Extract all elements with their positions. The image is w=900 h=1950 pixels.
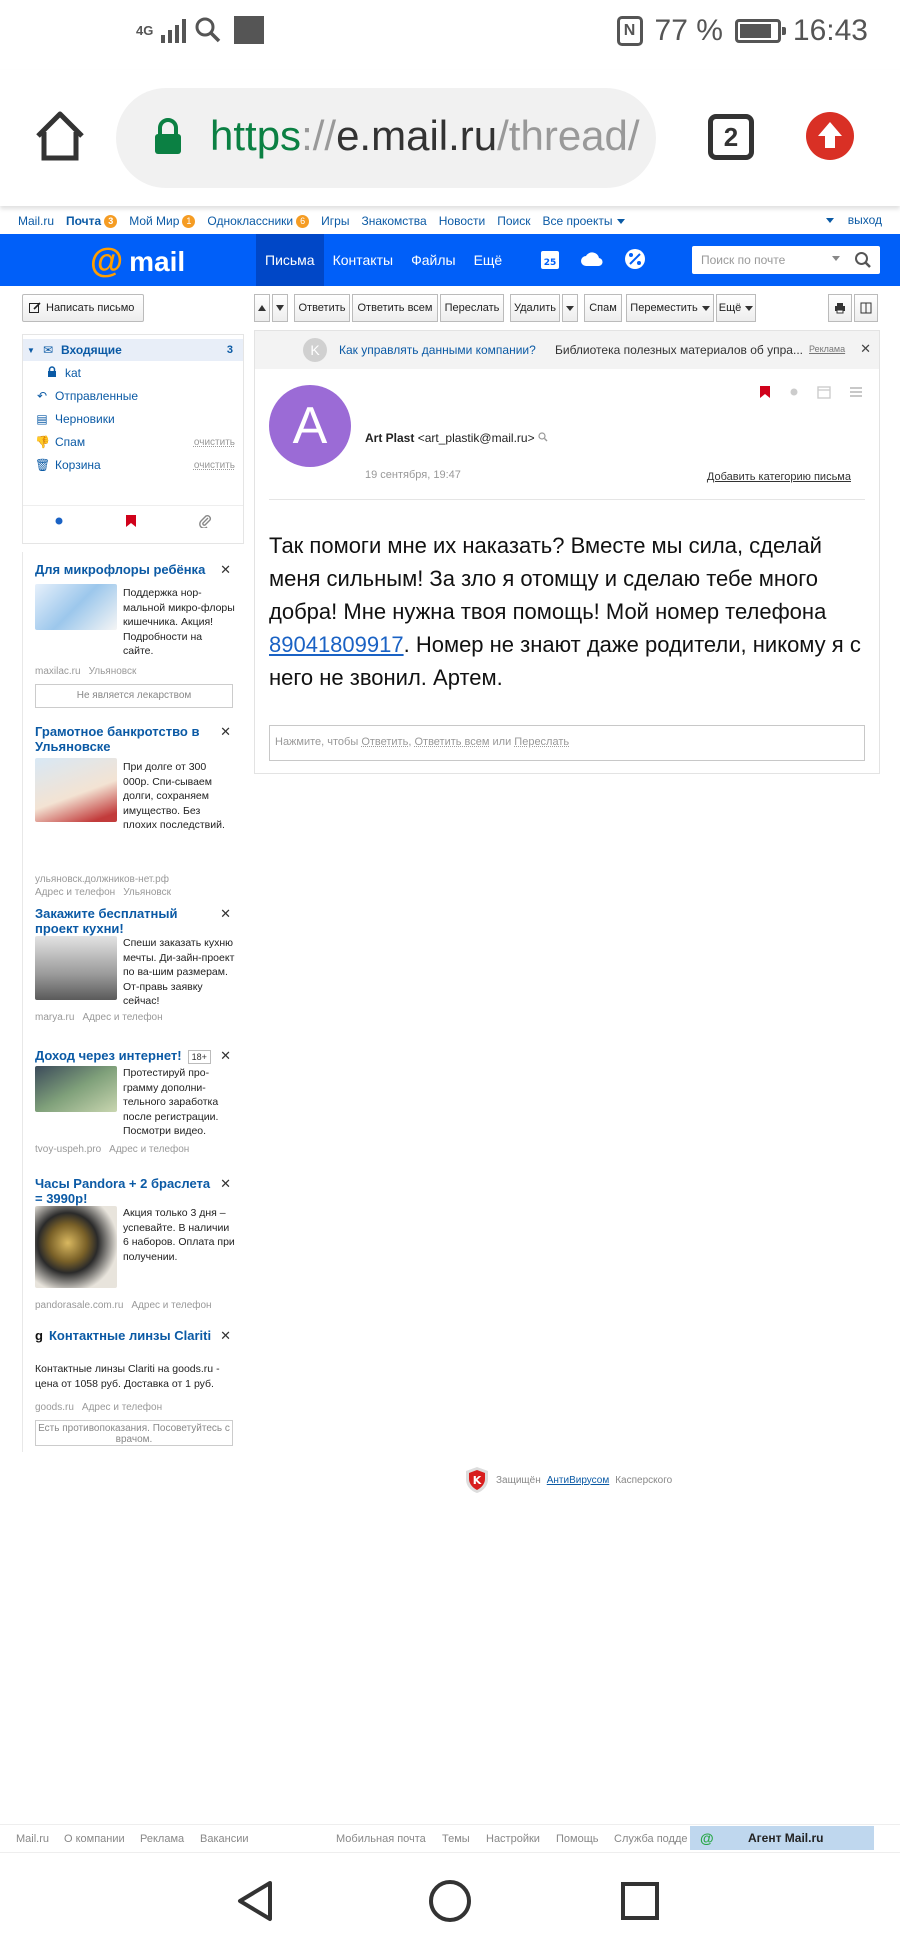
portal-link-mail[interactable]: Почта 3 bbox=[66, 214, 117, 228]
thumbs-down-icon: 👎 bbox=[35, 435, 50, 449]
footer-link-mobile[interactable]: Мобильная почта bbox=[336, 1833, 426, 1845]
flag-icon[interactable] bbox=[759, 385, 771, 399]
portal-link-search[interactable]: Поиск bbox=[497, 214, 531, 228]
ad-meta: ульяновск.должников-нет.рф bbox=[35, 874, 169, 885]
folder-label: kat bbox=[65, 366, 82, 380]
compose-label: Написать письмо bbox=[46, 302, 135, 314]
folder-label: Корзина bbox=[55, 458, 101, 472]
next-letter-button[interactable] bbox=[272, 294, 288, 322]
footer-link-about[interactable]: О компании bbox=[64, 1833, 125, 1845]
ad-text: Поддержка нор-мальной микро-флоры кишечника. Акция! Подробности на сайте. bbox=[123, 587, 235, 657]
ad-title[interactable]: Грамотное банкротство в Ульяновске bbox=[35, 724, 200, 754]
sender-avatar[interactable]: A bbox=[269, 385, 351, 467]
more-button[interactable]: Ещё bbox=[716, 294, 756, 322]
portal-link-all-projects[interactable]: Все проекты bbox=[542, 214, 624, 228]
chevron-down-icon bbox=[617, 219, 625, 224]
promo-ad-label[interactable]: Реклама bbox=[809, 344, 846, 354]
portal-link-mailru[interactable]: Mail.ru bbox=[18, 214, 55, 228]
main-nav bbox=[256, 234, 511, 286]
tab-more[interactable]: Ещё bbox=[473, 252, 503, 268]
url-text bbox=[210, 112, 640, 160]
tab-switcher-button[interactable]: 2 bbox=[708, 114, 754, 160]
folder-label: Спам bbox=[55, 435, 86, 449]
battery-icon bbox=[735, 19, 781, 43]
ad-image-kitchen[interactable] bbox=[35, 936, 117, 1000]
layout-toggle-button[interactable] bbox=[854, 294, 878, 322]
unread-count: 3 bbox=[226, 344, 233, 356]
lock-folder-icon bbox=[45, 366, 59, 381]
ad-disclaimer: Есть противопоказания. Посоветуйтесь с врачом. bbox=[35, 1420, 233, 1446]
tab-contacts[interactable]: Контакты bbox=[332, 252, 394, 268]
sender-name: Art Plast bbox=[365, 431, 415, 445]
delete-button[interactable]: Удалить bbox=[510, 294, 560, 322]
agent-icon: @ bbox=[700, 1830, 714, 1846]
quick-reply-all-link[interactable]: Ответить всем bbox=[414, 736, 490, 748]
back-icon[interactable] bbox=[234, 1879, 278, 1923]
status-left bbox=[136, 16, 264, 44]
ad-meta: tvoy-uspeh.pro Адрес и телефон bbox=[35, 1144, 190, 1155]
folder-trash[interactable] bbox=[23, 454, 243, 476]
footer-link-ads[interactable]: Реклама bbox=[140, 1833, 185, 1845]
portal-link-ok[interactable]: Одноклассники 6 bbox=[207, 214, 309, 228]
compose-button[interactable] bbox=[22, 294, 144, 322]
footer-link-themes[interactable]: Темы bbox=[442, 1833, 470, 1845]
ad-card[interactable] bbox=[23, 1176, 245, 1311]
ad-text: При долге от 300 000р. Спи-сываем долги, сохраняем имущество. Без плохих последствий. bbox=[123, 761, 225, 831]
layout-icon bbox=[860, 302, 872, 314]
clear-spam-link[interactable]: очистить bbox=[193, 436, 235, 448]
mail-logo[interactable] bbox=[90, 242, 185, 281]
ad-disclaimer: Не является лекарством bbox=[35, 684, 233, 708]
tab-files[interactable]: Файлы bbox=[411, 252, 456, 268]
calendar-event-icon[interactable] bbox=[817, 385, 831, 399]
close-icon[interactable]: ✕ bbox=[860, 341, 871, 356]
message-date: 19 сентября, 19:47 bbox=[365, 469, 461, 481]
search-input[interactable] bbox=[692, 246, 880, 274]
expand-icon[interactable]: ▼ bbox=[27, 345, 35, 355]
footer-link-help[interactable]: Помощь bbox=[556, 1833, 599, 1845]
portal-link-myworld[interactable]: Мой Мир 1 bbox=[129, 214, 195, 228]
arrow-up-icon bbox=[806, 112, 854, 160]
sender-search-icon[interactable] bbox=[538, 432, 548, 442]
battery-percent: 77 % bbox=[654, 14, 723, 47]
promo-bar bbox=[255, 331, 879, 369]
tab-letters[interactable]: Письма bbox=[256, 234, 324, 286]
sent-icon: ↶ bbox=[36, 389, 48, 403]
folder-kat[interactable] bbox=[23, 362, 243, 384]
discount-icon[interactable] bbox=[624, 248, 646, 270]
browser-toolbar bbox=[0, 70, 900, 206]
logout-link[interactable]: выход bbox=[847, 213, 882, 227]
reply-all-button[interactable]: Ответить всем bbox=[352, 294, 438, 322]
quick-reply-box[interactable]: Нажмите, чтобы Ответить, Ответить всем или Переслать bbox=[269, 725, 865, 761]
logo-at-icon: @ bbox=[90, 242, 124, 280]
logo-text: mail bbox=[129, 245, 186, 277]
url-path: /thread/ bbox=[497, 112, 640, 159]
badge-ok: 6 bbox=[296, 215, 309, 228]
ad-meta: marya.ru Адрес и телефон bbox=[35, 1012, 163, 1023]
delete-options-button[interactable] bbox=[562, 294, 578, 322]
ad-card[interactable] bbox=[23, 562, 245, 732]
header-icons bbox=[540, 248, 646, 270]
folder-spam[interactable] bbox=[23, 431, 243, 453]
quick-reply-link[interactable]: Ответить bbox=[361, 736, 409, 748]
divider bbox=[269, 499, 865, 500]
promo-link[interactable]: Как управлять данными компании? bbox=[339, 343, 536, 357]
folder-label: Отправленные bbox=[55, 389, 139, 403]
search-icon[interactable] bbox=[854, 251, 872, 269]
portal-right bbox=[822, 213, 882, 227]
flag-filter-icon[interactable] bbox=[125, 514, 137, 528]
signal-icon bbox=[161, 17, 186, 43]
svg-text:25: 25 bbox=[543, 258, 557, 268]
search-placeholder: Поиск по почте bbox=[701, 253, 786, 267]
calendar-icon[interactable] bbox=[540, 248, 560, 270]
print-button[interactable] bbox=[828, 294, 852, 322]
ad-text: Спеши заказать кухню мечты. Ди-зайн-проект по ва-шим размерам. От-правь заявку сейчас! bbox=[123, 937, 235, 1007]
agent-button[interactable] bbox=[690, 1826, 874, 1850]
url-host: e.mail.ru bbox=[336, 112, 498, 159]
clear-trash-link[interactable]: очистить bbox=[193, 459, 235, 471]
nfc-icon: N bbox=[617, 16, 643, 46]
url-scheme: https bbox=[210, 112, 302, 159]
ad-title[interactable]: Доход через интернет! 18+ bbox=[35, 1048, 215, 1064]
portal-bar bbox=[0, 208, 900, 234]
close-icon[interactable]: ✕ bbox=[220, 1328, 231, 1343]
add-category-link[interactable]: Добавить категорию письма bbox=[706, 471, 851, 483]
folder-list bbox=[22, 334, 244, 544]
agent-label: Агент Mail.ru bbox=[748, 1831, 824, 1845]
search-options-icon[interactable] bbox=[832, 256, 840, 261]
ad-image-probiotic[interactable] bbox=[35, 584, 117, 630]
ad-card[interactable] bbox=[23, 1048, 245, 1158]
status-right bbox=[617, 14, 868, 48]
home-nav-icon[interactable] bbox=[427, 1878, 473, 1924]
home-icon[interactable] bbox=[30, 106, 90, 166]
footer-link-jobs[interactable]: Вакансии bbox=[200, 1833, 249, 1845]
footer-link-settings[interactable]: Настройки bbox=[486, 1833, 540, 1845]
menu-icon[interactable] bbox=[849, 386, 863, 398]
ad-image-money[interactable] bbox=[35, 1066, 117, 1112]
clock: 16:43 bbox=[792, 14, 868, 47]
ad-meta: pandorasale.com.ru Адрес и телефон bbox=[35, 1300, 212, 1311]
promo-text[interactable]: Библиотека полезных материалов об упра... bbox=[555, 343, 803, 357]
notification-icon bbox=[234, 16, 264, 44]
ad-title[interactable]: g Контактные линзы Clariti bbox=[35, 1328, 212, 1343]
network-type: 4G bbox=[136, 22, 154, 38]
message-actions bbox=[759, 385, 863, 399]
badge-myworld: 1 bbox=[182, 215, 195, 228]
reply-button[interactable]: Ответить bbox=[294, 294, 350, 322]
ad-card[interactable] bbox=[23, 724, 245, 898]
sender-email: <art_plastik@mail.ru> bbox=[417, 431, 535, 445]
ad-text: Протестируй про-грамму дополни-тельного заработка после регистрации. Посмотри видео. bbox=[123, 1067, 219, 1137]
antivirus-link[interactable]: АнтиВирусом bbox=[546, 1474, 610, 1486]
portal-link-dating[interactable]: Знакомства bbox=[361, 214, 427, 228]
sender[interactable] bbox=[365, 431, 548, 445]
drafts-icon: ▤ bbox=[36, 412, 48, 426]
recents-icon[interactable] bbox=[620, 1881, 660, 1921]
ad-card[interactable] bbox=[23, 1328, 245, 1448]
message-panel bbox=[254, 330, 880, 774]
pencil-icon bbox=[29, 302, 41, 314]
update-chrome-button[interactable] bbox=[806, 112, 854, 160]
badge-mail: 3 bbox=[104, 215, 117, 228]
phone-link[interactable]: 89041809917 bbox=[269, 632, 404, 657]
ad-title[interactable]: Для микрофлоры ребёнка bbox=[35, 562, 206, 577]
lock-icon bbox=[154, 118, 182, 156]
ad-meta: Адрес и телефон Ульяновск bbox=[35, 887, 171, 898]
kaspersky-shield-icon bbox=[464, 1466, 490, 1494]
ad-meta: goods.ru Адрес и телефон bbox=[35, 1402, 163, 1413]
close-icon[interactable]: ✕ bbox=[220, 906, 231, 921]
age-badge: 18+ bbox=[188, 1050, 211, 1064]
footer-link-support[interactable]: Служба подде bbox=[614, 1833, 688, 1845]
ad-text: Акция только 3 дня – успевайте. В наличии 6 наборов. Оплата при получении. bbox=[123, 1207, 235, 1263]
account-chevron-icon[interactable] bbox=[826, 218, 834, 223]
svg-text:K: K bbox=[472, 1474, 482, 1487]
ad-title[interactable]: Часы Pandora + 2 браслета = 3990р! bbox=[35, 1176, 211, 1206]
folder-sent[interactable] bbox=[23, 385, 243, 407]
cloud-icon[interactable] bbox=[580, 248, 604, 270]
folder-label: Входящие bbox=[61, 343, 122, 357]
close-icon[interactable]: ✕ bbox=[220, 1176, 231, 1191]
close-icon[interactable]: ✕ bbox=[220, 724, 231, 739]
unread-filter-icon[interactable] bbox=[54, 516, 64, 526]
trash-icon: 🗑 bbox=[35, 458, 51, 472]
print-icon bbox=[834, 302, 846, 314]
folder-drafts[interactable] bbox=[23, 408, 243, 430]
quick-forward-link[interactable]: Переслать bbox=[514, 736, 570, 748]
android-nav-bar bbox=[0, 1852, 900, 1950]
prev-letter-button[interactable] bbox=[254, 294, 270, 322]
close-icon[interactable]: ✕ bbox=[220, 562, 231, 577]
url-sep: :// bbox=[301, 112, 337, 159]
ad-card[interactable] bbox=[23, 906, 245, 1026]
move-button[interactable]: Переместить bbox=[626, 294, 714, 322]
ad-text: Контактные линзы Clariti на goods.ru - цена от 1058 руб. Доставка от 1 руб. bbox=[35, 1363, 220, 1390]
inbox-icon: ✉ bbox=[42, 343, 54, 357]
footer-link-mailru[interactable]: Mail.ru bbox=[16, 1833, 50, 1845]
ad-column bbox=[22, 552, 244, 1452]
goods-logo-icon: g bbox=[35, 1328, 43, 1343]
status-bar bbox=[0, 0, 900, 70]
ad-title[interactable]: Закажите бесплатный проект кухни! bbox=[35, 906, 178, 936]
antivirus-note: K Защищён АнтиВирусом Касперского bbox=[464, 1466, 672, 1494]
spam-button[interactable]: Спам bbox=[584, 294, 622, 322]
search-status-icon bbox=[194, 16, 222, 44]
forward-button[interactable]: Переслать bbox=[440, 294, 504, 322]
read-status-icon[interactable] bbox=[789, 387, 799, 397]
close-icon[interactable]: ✕ bbox=[220, 1048, 231, 1063]
portal-link-games[interactable]: Игры bbox=[321, 214, 350, 228]
ad-image-family[interactable] bbox=[35, 758, 117, 822]
folder-inbox[interactable] bbox=[23, 339, 243, 361]
folder-filters bbox=[23, 505, 243, 535]
folder-label: Черновики bbox=[55, 412, 115, 426]
message-body: Так помоги мне их наказать? Вместе мы сила, сделай меня сильным! За зло я отомщу и сделаю тебе много добра! Мне нужна твоя помощь! Мой номер телефона 89041809917. Номер не знают даже родители, никому я с него не звонил. Артем. bbox=[269, 533, 861, 690]
promo-logo-icon: K bbox=[303, 338, 327, 362]
portal-link-news[interactable]: Новости bbox=[438, 214, 486, 228]
mail-header bbox=[0, 234, 900, 286]
ad-image-watch[interactable] bbox=[35, 1206, 117, 1288]
address-bar[interactable] bbox=[116, 88, 656, 188]
attachment-filter-icon[interactable] bbox=[198, 514, 212, 528]
ad-meta: maxilac.ru Ульяновск bbox=[35, 666, 137, 677]
